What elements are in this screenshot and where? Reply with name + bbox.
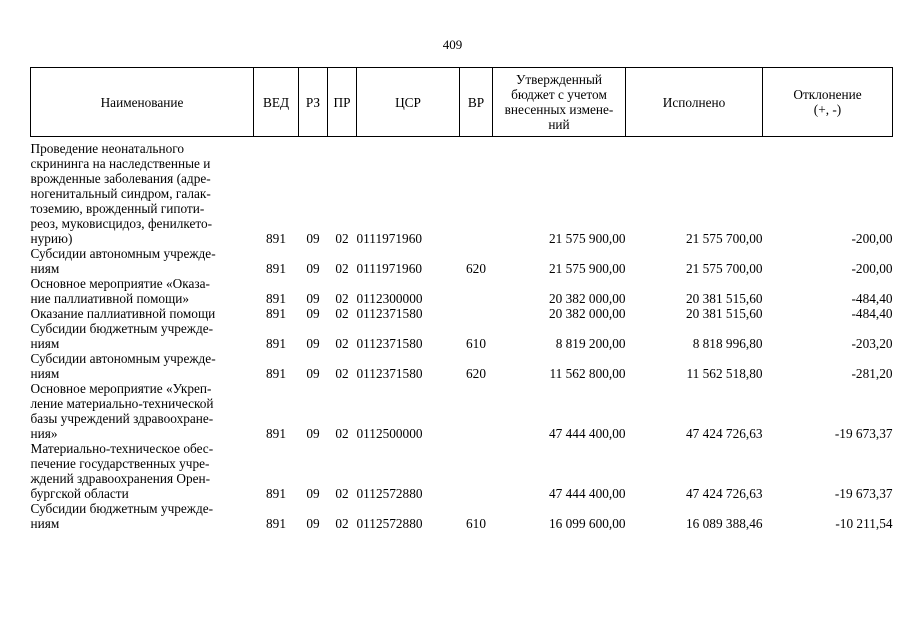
cell-csr: 0111971960 bbox=[356, 261, 422, 276]
cell-vr: 620 bbox=[466, 261, 486, 276]
cell-pr: 02 bbox=[335, 306, 349, 321]
cell-name: Субсидии бюджетным учрежде- ниям bbox=[30, 501, 214, 531]
cell-vr bbox=[460, 306, 493, 321]
cell-approved: 11 562 800,00 bbox=[549, 366, 626, 381]
cell-approved: 21 575 900,00 bbox=[549, 231, 626, 246]
header-csr: ЦСР bbox=[357, 68, 460, 137]
cell-name: Субсидии автономным учрежде- ниям bbox=[30, 351, 216, 381]
cell-deviation: -19 673,37 bbox=[834, 486, 893, 501]
cell-rz: 09 bbox=[306, 366, 320, 381]
cell-ved: 891 bbox=[266, 306, 286, 321]
cell-csr: 0112371580 bbox=[356, 306, 423, 321]
cell-name: Субсидии автономным учрежде- ниям bbox=[30, 246, 216, 276]
budget-table bbox=[30, 67, 893, 531]
cell-rz: 09 bbox=[306, 261, 320, 276]
cell-deviation: -203,20 bbox=[851, 336, 893, 351]
cell-pr: 02 bbox=[335, 366, 349, 381]
table-row bbox=[31, 246, 893, 276]
cell-ved: 891 bbox=[266, 291, 286, 306]
cell-executed: 8 818 996,80 bbox=[692, 336, 763, 351]
header-approved: Утвержденный бюджет с учетом внесенных измене- ний bbox=[493, 68, 626, 137]
cell-executed: 16 089 388,46 bbox=[686, 516, 763, 531]
cell-csr: 0112371580 bbox=[356, 366, 423, 381]
table-body bbox=[31, 137, 893, 532]
cell-deviation: -484,40 bbox=[851, 291, 893, 306]
header-deviation: Отклонение (+, -) bbox=[763, 68, 893, 137]
cell-deviation: -484,40 bbox=[851, 306, 893, 321]
cell-vr bbox=[460, 441, 493, 501]
cell-ved: 891 bbox=[266, 231, 286, 246]
cell-executed: 47 424 726,63 bbox=[686, 486, 763, 501]
cell-ved: 891 bbox=[266, 366, 286, 381]
table-row bbox=[31, 441, 893, 501]
cell-csr: 0112300000 bbox=[356, 291, 423, 306]
cell-deviation: -10 211,54 bbox=[835, 516, 893, 531]
cell-pr: 02 bbox=[335, 426, 349, 441]
cell-vr: 610 bbox=[466, 516, 486, 531]
cell-name: Материально-техническое обес- печение государственных учре- ждений здравоохранения Орен- бургской области bbox=[30, 441, 214, 501]
cell-pr: 02 bbox=[335, 291, 349, 306]
cell-name: Основное мероприятие «Оказа- ние паллиативной помощи» bbox=[30, 276, 210, 306]
cell-rz: 09 bbox=[306, 516, 320, 531]
cell-vr bbox=[460, 381, 493, 441]
cell-csr: 0111971960 bbox=[356, 231, 422, 246]
cell-executed: 21 575 700,00 bbox=[686, 261, 763, 276]
cell-deviation: -200,00 bbox=[851, 261, 893, 276]
header-vr: ВР bbox=[460, 68, 493, 137]
cell-approved: 16 099 600,00 bbox=[549, 516, 626, 531]
cell-vr bbox=[460, 276, 493, 306]
cell-pr: 02 bbox=[335, 516, 349, 531]
cell-pr: 02 bbox=[335, 261, 349, 276]
cell-executed: 11 562 518,80 bbox=[686, 366, 763, 381]
cell-rz: 09 bbox=[306, 426, 320, 441]
header-rz: РЗ bbox=[299, 68, 328, 137]
cell-csr: 0112572880 bbox=[356, 486, 423, 501]
cell-deviation: -19 673,37 bbox=[834, 426, 893, 441]
header-executed: Исполнено bbox=[626, 68, 763, 137]
header-ved: ВЕД bbox=[254, 68, 299, 137]
cell-name: Оказание паллиативной помощи bbox=[30, 306, 216, 321]
cell-vr bbox=[460, 137, 493, 247]
cell-vr: 620 bbox=[466, 366, 486, 381]
cell-pr: 02 bbox=[335, 336, 349, 351]
cell-csr: 0112500000 bbox=[356, 426, 423, 441]
cell-approved: 20 382 000,00 bbox=[549, 306, 626, 321]
table-header-row bbox=[31, 68, 893, 137]
cell-approved: 47 444 400,00 bbox=[549, 426, 626, 441]
cell-executed: 21 575 700,00 bbox=[686, 231, 763, 246]
cell-ved: 891 bbox=[266, 426, 286, 441]
cell-pr: 02 bbox=[335, 231, 349, 246]
page-number: 409 bbox=[442, 37, 463, 52]
table-row bbox=[31, 321, 893, 351]
table-row bbox=[31, 306, 893, 321]
cell-pr: 02 bbox=[335, 486, 349, 501]
header-pr: ПР bbox=[328, 68, 357, 137]
cell-deviation: -200,00 bbox=[851, 231, 893, 246]
cell-csr: 0112371580 bbox=[356, 336, 423, 351]
cell-approved: 8 819 200,00 bbox=[555, 336, 626, 351]
cell-name: Основное мероприятие «Укреп- ление материально-технической базы учреждений здравоохране- ния» bbox=[30, 381, 214, 441]
header-name: Наименование bbox=[31, 68, 254, 137]
cell-deviation: -281,20 bbox=[851, 366, 893, 381]
cell-ved: 891 bbox=[266, 516, 286, 531]
cell-ved: 891 bbox=[266, 486, 286, 501]
cell-executed: 20 381 515,60 bbox=[686, 306, 763, 321]
cell-name: Проведение неонатального скрининга на наследственные и врожденные заболевания (адре- ногенитальный синдром, галак- тоземию, врожденный гипоти- реоз, муковисцидоз, фенилкето- нурию) bbox=[30, 141, 213, 246]
cell-executed: 47 424 726,63 bbox=[686, 426, 763, 441]
table-row bbox=[31, 137, 893, 247]
cell-approved: 47 444 400,00 bbox=[549, 486, 626, 501]
cell-ved: 891 bbox=[266, 336, 286, 351]
cell-rz: 09 bbox=[306, 231, 320, 246]
cell-vr: 610 bbox=[466, 336, 486, 351]
table-row bbox=[31, 351, 893, 381]
cell-name: Субсидии бюджетным учрежде- ниям bbox=[30, 321, 214, 351]
cell-ved: 891 bbox=[266, 261, 286, 276]
cell-approved: 20 382 000,00 bbox=[549, 291, 626, 306]
cell-approved: 21 575 900,00 bbox=[549, 261, 626, 276]
table-row bbox=[31, 276, 893, 306]
cell-executed: 20 381 515,60 bbox=[686, 291, 763, 306]
cell-rz: 09 bbox=[306, 336, 320, 351]
table-row bbox=[31, 381, 893, 441]
cell-csr: 0112572880 bbox=[356, 516, 423, 531]
cell-rz: 09 bbox=[306, 486, 320, 501]
table-row bbox=[31, 501, 893, 531]
cell-rz: 09 bbox=[306, 291, 320, 306]
cell-rz: 09 bbox=[306, 306, 320, 321]
